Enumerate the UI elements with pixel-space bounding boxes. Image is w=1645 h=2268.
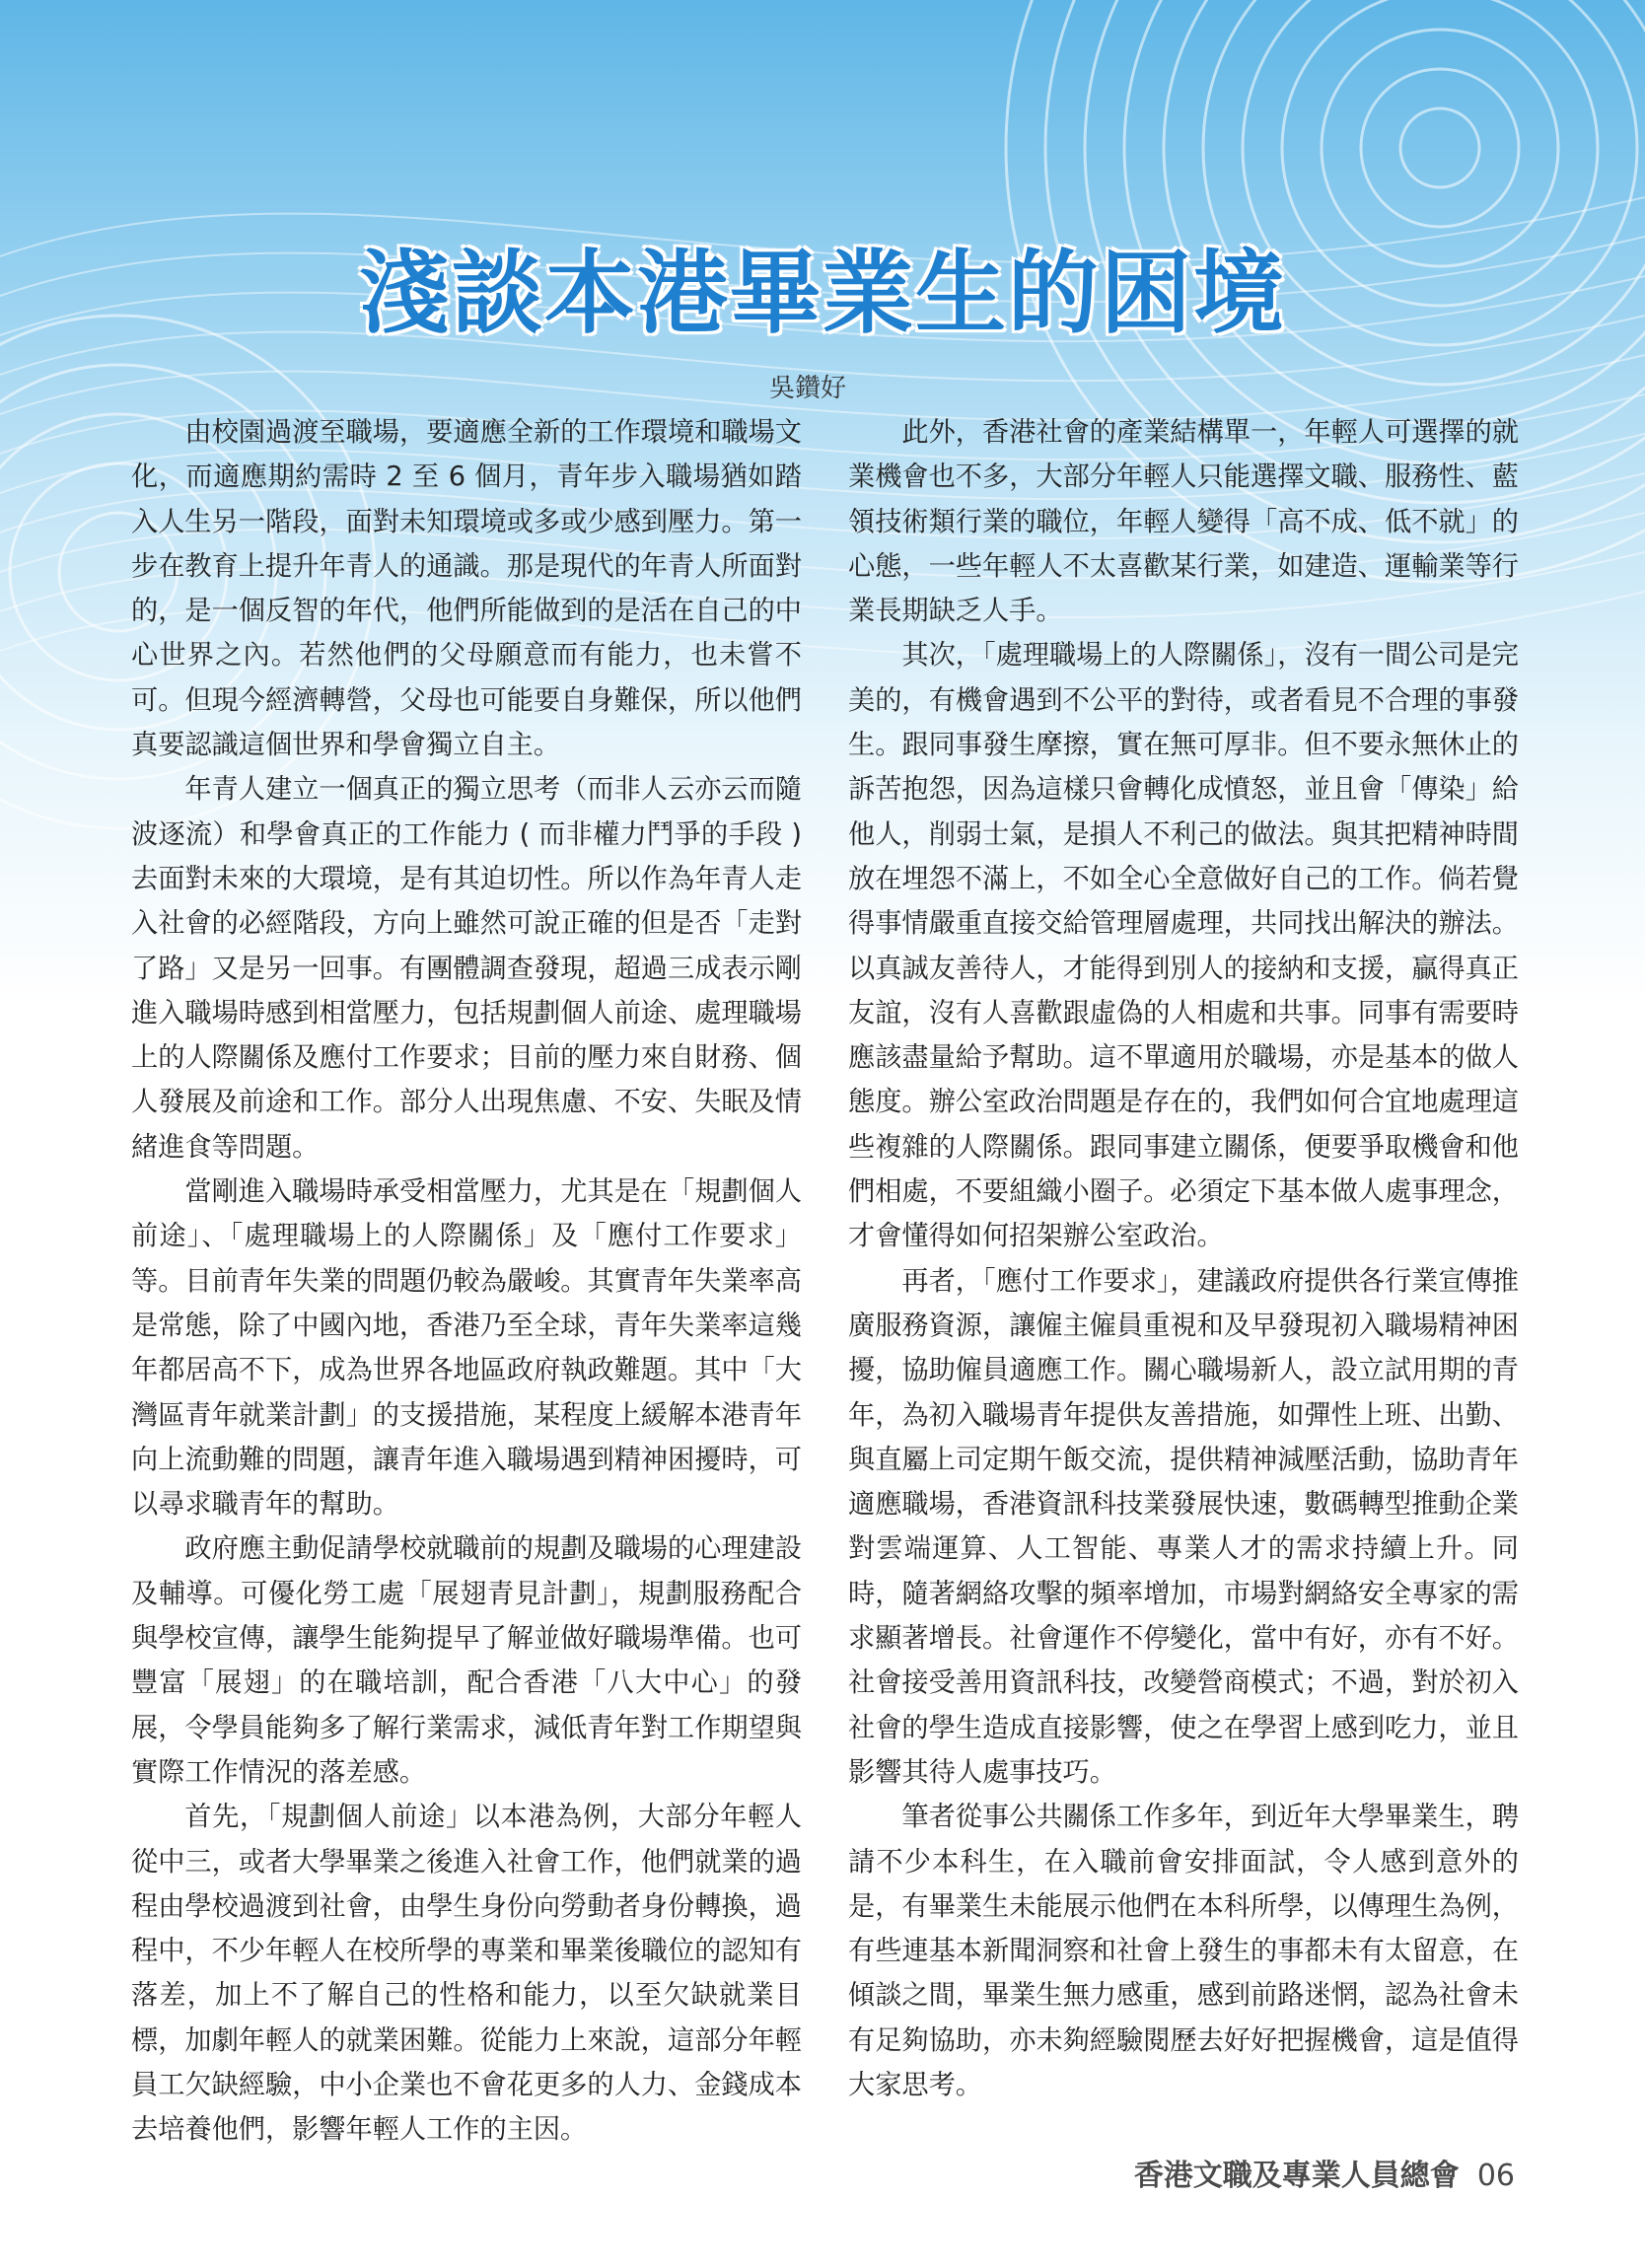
paragraph: 此外，香港社會的產業結構單一，年輕人可選擇的就業機會也不多，大部分年輕人只能選擇文職、服務性、藍領技術類行業的職位，年輕人變得「高不成、低不就」的心態，一些年輕人不太喜歡某行業，如建造、運輸業等行業長期缺乏人手。 [848, 417, 1519, 627]
footer-organization: 香港文職及專業人員總會 [1133, 2159, 1460, 2193]
paragraph: 筆者從事公共關係工作多年，到近年大學畢業生，聘請不少本科生，在入職前會安排面試，令人感到意外的是，有畢業生未能展示他們在本科所學，以傳理生為例，有些連基本新聞洞察和社會上發生的事都未有太留意，在傾談之間，畢業生無力感重，感到前路迷惘，認為社會未有足夠協助，亦未夠經驗閱歷去好好把握機會，這是值得大家思考。 [848, 1802, 1519, 2100]
left-column [131, 410, 802, 2153]
paragraph: 其次，「處理職場上的人際關係」，沒有一間公司是完美的，有機會遇到不公平的對待，或者看見不合理的事發生。跟同事發生摩擦，實在無可厚非。但不要永無休止的訴苦抱怨，因為這樣只會轉化成憤怒，並且會「傳染」給他人，削弱士氣，是損人不利己的做法。與其把精神時間放在埋怨不滿上，不如全心全意做好自己的工作。倘若覺得事情嚴重直接交給管理層處理，共同找出解決的辦法。以真誠友善待人，才能得到別人的接納和支援，贏得真正友誼，沒有人喜歡跟虛偽的人相處和共事。同事有需要時應該盡量給予幫助。這不單適用於職場，亦是基本的做人態度。辦公室政治問題是存在的，我們如何合宜地處理這些複雜的人際關係。跟同事建立關係，便要爭取機會和他們相處，不要組織小圈子。必須定下基本做人處事理念，才會懂得如何招架辦公室政治。 [848, 640, 1519, 1252]
paragraph: 年青人建立一個真正的獨立思考（而非人云亦云而隨波逐流）和學會真正的工作能力 ( 而非權力鬥爭的手段 ) 去面對未來的大環境，是有其迫切性。所以作為年青人走入社會的必經階段，方向上雖然可說正確的但是否「走對了路」又是另一回事。有團體調查發現，超過三成表示剛進入職場時感到相當壓力，包括規劃個人前途、處理職場上的人際關係及應付工作要求；目前的壓力來自財務、個人發展及前途和工作。部分人出現焦慮、不安、失眠及情緒進食等問題。 [131, 774, 802, 1163]
right-column [848, 410, 1519, 2107]
page-number: 06 [1476, 2159, 1515, 2193]
page-footer [1134, 2157, 1515, 2196]
paragraph: 當剛進入職場時承受相當壓力，尤其是在「規劃個人前途」、「處理職場上的人際關係」及「應付工作要求」等。目前青年失業的問題仍較為嚴峻。其實青年失業率高是常態，除了中國內地，香港乃至全球，青年失業率這幾年都居高不下，成為世界各地區政府執政難題。其中「大灣區青年就業計劃」的支援措施，某程度上緩解本港青年向上流動難的問題，讓青年進入職場遇到精神困擾時，可以尋求職青年的幫助。 [131, 1176, 802, 1521]
paragraph: 由校園過渡至職場，要適應全新的工作環境和職場文化，而適應期約需時 2 至 6 個月，青年步入職場猶如踏入人生另一階段，面對未知環境或多或少感到壓力。第一步在教育上提升年青人的通識。那是現代的年青人所面對的，是一個反智的年代，他們所能做到的是活在自己的中心世界之內。若然他們的父母願意而有能力，也未嘗不可。但現今經濟轉營，父母也可能要自身難保，所以他們真要認識這個世界和學會獨立自主。 [131, 417, 802, 761]
paragraph: 政府應主動促請學校就職前的規劃及職場的心理建設及輔導。可優化勞工處「展翅青見計劃」，規劃服務配合與學校宣傳，讓學生能夠提早了解並做好職場準備。也可豐富「展翅」的在職培訓，配合香港「八大中心」的發展，令學員能夠多了解行業需求，減低青年對工作期望與實際工作情況的落差感。 [131, 1533, 802, 1788]
article-title: 淺談本港畢業生的困境 [358, 241, 1286, 346]
paragraph: 再者，「應付工作要求」，建議政府提供各行業宣傳推廣服務資源，讓僱主僱員重視和及早發現初入職場精神困擾，協助僱員適應工作。關心職場新人，設立試用期的青年，為初入職場青年提供友善措施，如彈性上班、出勤、與直屬上司定期午飯交流，提供精神減壓活動，協助青年適應職場，香港資訊科技業發展快速，數碼轉型推動企業對雲端運算、人工智能、專業人才的需求持續上升。同時，隨著網絡攻擊的頻率增加，市場對網絡安全專家的需求顯著增長。社會運作不停變化，當中有好，亦有不好。社會接受善用資訊科技，改變營商模式；不過，對於初入社會的學生造成直接影響，使之在學習上感到吃力，並且影響其待人處事技巧。 [848, 1265, 1519, 1788]
paragraph: 首先，「規劃個人前途」以本港為例，大部分年輕人從中三，或者大學畢業之後進入社會工作，他們就業的過程由學校過渡到社會，由學生身份向勞動者身份轉換，過程中，不少年輕人在校所學的專業和畢業後職位的認知有落差，加上不了解自己的性格和能力，以至欠缺就業目標，加劇年輕人的就業困難。從能力上來說，這部分年輕員工欠缺經驗，中小企業也不會花更多的人力、金錢成本去培養他們，影響年輕人工作的主因。 [131, 1802, 802, 2146]
author-name: 吳鑽好 [769, 374, 847, 403]
